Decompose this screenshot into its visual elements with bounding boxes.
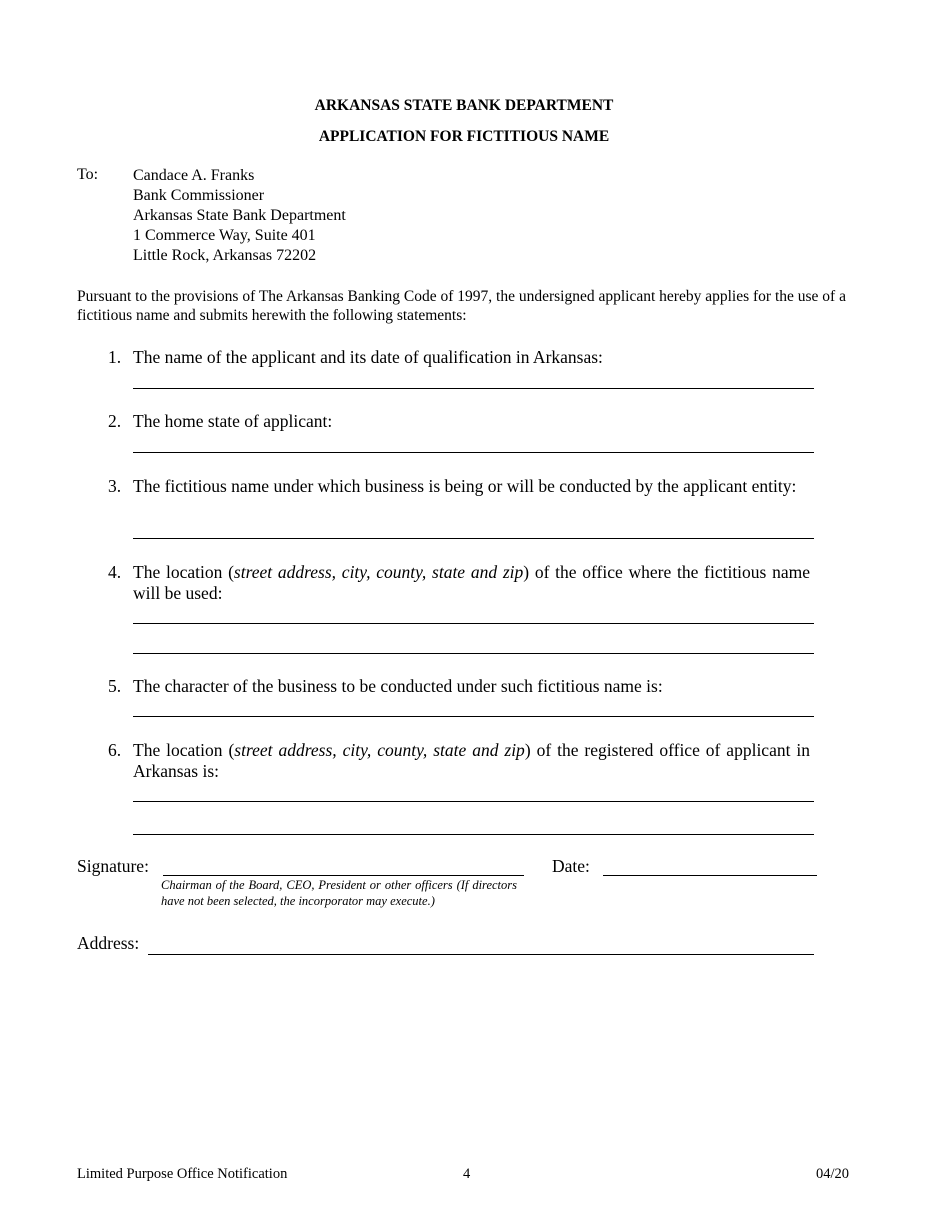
item-text-end: ) of the office where the fictitious name will be used:: [133, 562, 810, 603]
item-4-answer-line-2[interactable]: [133, 653, 814, 654]
footer-page-number: 4: [463, 1166, 471, 1182]
item-number: 4.: [108, 562, 122, 582]
recipient-title: Bank Commissioner: [133, 187, 265, 204]
recipient-street: 1 Commerce Way, Suite 401: [133, 227, 316, 244]
address-label: Address:: [77, 933, 140, 953]
signature-label: Signature:: [77, 856, 149, 876]
item-text: The home state of applicant:: [133, 411, 333, 431]
item-text: [133, 740, 810, 782]
address-line[interactable]: [148, 954, 814, 955]
date-line[interactable]: [603, 875, 817, 876]
item-text-italic: street address, city, county, state and zip: [233, 562, 524, 582]
item-number: 1.: [108, 347, 122, 367]
item-text-start: The location (: [133, 740, 235, 760]
department-title: ARKANSAS STATE BANK DEPARTMENT: [314, 97, 614, 114]
item-text: The fictitious name under which business is being or will be conducted by the applicant entity:: [133, 476, 797, 496]
item-text-italic: street address, city, county, state and zip: [234, 740, 525, 760]
item-6-answer-line-2[interactable]: [133, 834, 814, 835]
item-5-answer-line[interactable]: [133, 716, 814, 717]
recipient-name: Candace A. Franks: [133, 167, 255, 184]
intro-paragraph: Pursuant to the provisions of The Arkansas Banking Code of 1997, the undersigned applicant hereby applies for the use of a fictitious name and submits herewith the following statements:: [77, 288, 846, 324]
item-number: 6.: [108, 740, 122, 760]
item-number: 5.: [108, 676, 122, 696]
footer-form-name: Limited Purpose Office Notification: [77, 1166, 288, 1182]
footer-revision-date: 04/20: [816, 1166, 850, 1182]
item-text-end: ) of the registered office of applicant in Arkansas is:: [133, 740, 811, 781]
item-2-answer-line[interactable]: [133, 452, 814, 453]
form-title: APPLICATION FOR FICTITIOUS NAME: [318, 128, 610, 145]
item-text: The name of the applicant and its date of qualification in Arkansas:: [133, 347, 603, 367]
item-text: The character of the business to be conducted under such fictitious name is:: [133, 676, 663, 696]
item-4-answer-line-1[interactable]: [133, 623, 814, 624]
recipient-address: [133, 166, 346, 266]
item-6-answer-line-1[interactable]: [133, 801, 814, 802]
item-number: 3.: [108, 476, 122, 496]
date-label: Date:: [552, 856, 590, 876]
item-1-answer-line[interactable]: [133, 388, 814, 389]
signature-note: Chairman of the Board, CEO, President or other officers (If directors have not been selected, the incorporator may execute.): [161, 878, 517, 908]
item-number: 2.: [108, 411, 122, 431]
item-text: [133, 562, 810, 604]
recipient-org: Arkansas State Bank Department: [133, 207, 346, 224]
recipient-city: Little Rock, Arkansas 72202: [133, 247, 317, 264]
item-text-start: The location (: [133, 562, 234, 582]
to-label: To:: [77, 166, 99, 183]
signature-line[interactable]: [163, 875, 524, 876]
item-3-answer-line[interactable]: [133, 538, 814, 539]
